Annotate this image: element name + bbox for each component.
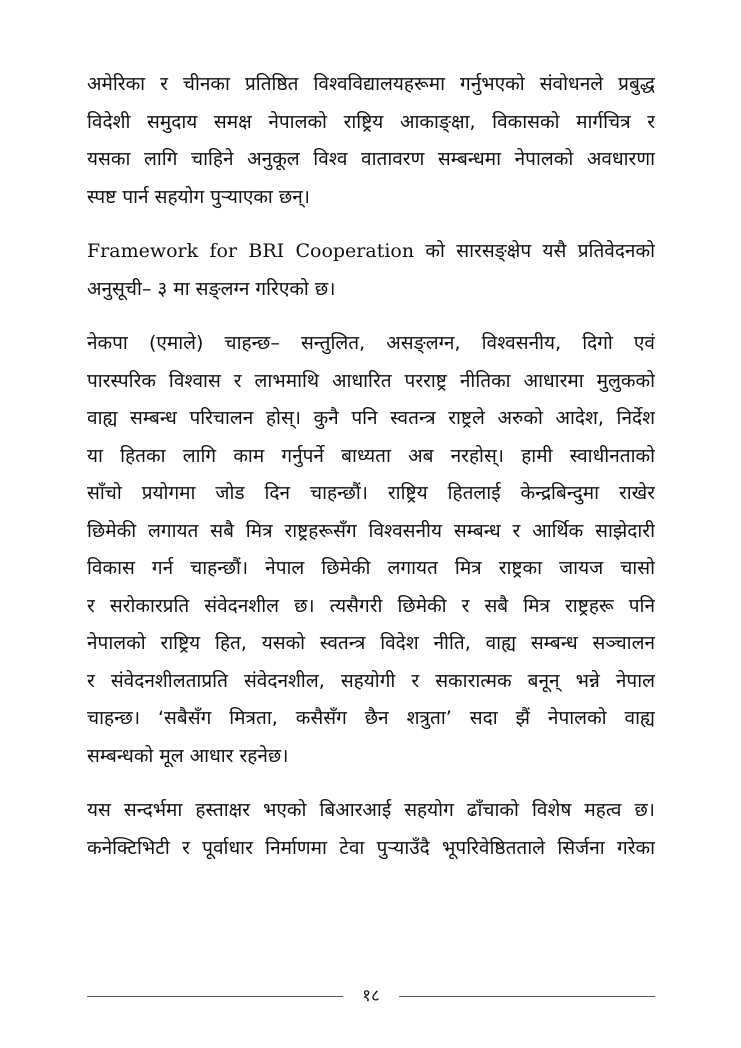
page-number: १८ (362, 986, 380, 1006)
paragraph-2 (87, 233, 655, 308)
text-line: छिमेकी लगायत सबै मित्र राष्ट्रहरूसँग विश्वसनीय सम्बन्ध र आर्थिक साझेदारी (87, 519, 655, 542)
text-line: र सरोकारप्रति संवेदनशील छ। त्यसैगरी छिमेकी र सबै मित्र राष्ट्रहरू पनि (87, 594, 655, 617)
text-line: सम्बन्धको मूल आधार रहनेछ। (87, 744, 289, 767)
text-line: र संवेदनशीलताप्रति संवेदनशील, सहयोगी र सकारात्मक बनून् भन्ने नेपाल (87, 669, 655, 692)
text-line: यस सन्दर्भमा हस्ताक्षर भएको बिआरआई सहयोग ढाँचाको विशेष महत्व छ। (87, 799, 655, 821)
text-line: अमेरिका र चीनका प्रतिष्ठित विश्वविद्यालयहरूमा गर्नुभएको संवोधनले प्रबुद्ध (87, 73, 655, 95)
text-line: यसका लागि चाहिने अनुकूल विश्व वातावरण सम्बन्धमा नेपालको अवधारणा (87, 148, 655, 170)
text-line: अनुसूची– ३ मा सङ्लग्न गरिएको छ। (87, 277, 336, 300)
paragraph-3 (87, 325, 655, 775)
text-line: या हितका लागि काम गर्नुपर्ने बाध्यता अब नरहोस्। हामी स्वाधीनताको (87, 444, 655, 467)
footer-rule-right (399, 996, 655, 997)
text-line: पारस्परिक विश्वास र लाभमाथि आधारित परराष्ट्र नीतिका आधारमा मुलुकको (87, 369, 655, 392)
text-line: साँचो प्रयोगमा जोड दिन चाहन्छौं। राष्ट्रिय हितलाई केन्द्रबिन्दुमा राखेर (87, 482, 655, 504)
text-line: वाह्य सम्बन्ध परिचालन होस्। कुनै पनि स्वतन्त्र राष्ट्रले अरुको आदेश, निर्देश (87, 407, 655, 429)
text-line: नेपालको राष्ट्रिय हित, यसको स्वतन्त्र विदेश नीति, वाह्य सम्बन्ध सञ्चालन (87, 632, 655, 654)
page-footer (87, 984, 655, 1008)
text-line: कनेक्टिभिटी र पूर्वाधार निर्माणमा टेवा पुऱ्याउँदै भूपरिवेष्ठितताले सिर्जना गरेका (87, 836, 655, 859)
text-line: विकास गर्न चाहन्छौं। नेपाल छिमेकी लगायत मित्र राष्ट्रका जायज चासो (87, 557, 655, 579)
paragraph-1 (87, 66, 655, 216)
text-line: विदेशी समुदाय समक्ष नेपालको राष्ट्रिय आकाङ्क्षा, विकासको मार्गचित्र र (87, 110, 655, 133)
paragraph-4 (87, 792, 655, 867)
body-text (87, 66, 655, 867)
text-line: Framework for BRI Cooperation को सारसङ्क्षेप यसै प्रतिवेदनको (87, 240, 655, 262)
text-line: चाहन्छ। ‘सबैसँग मित्रता, कसैसँग छैन शत्रुता’ सदा झैं नेपालको वाह्य (87, 707, 655, 729)
text-line: नेकपा (एमाले) चाहन्छ– सन्तुलित, असङ्लग्न, विश्वसनीय, दिगो एवं (87, 332, 655, 354)
text-line: स्पष्ट पार्न सहयोग पुऱ्याएका छन्। (87, 185, 310, 208)
